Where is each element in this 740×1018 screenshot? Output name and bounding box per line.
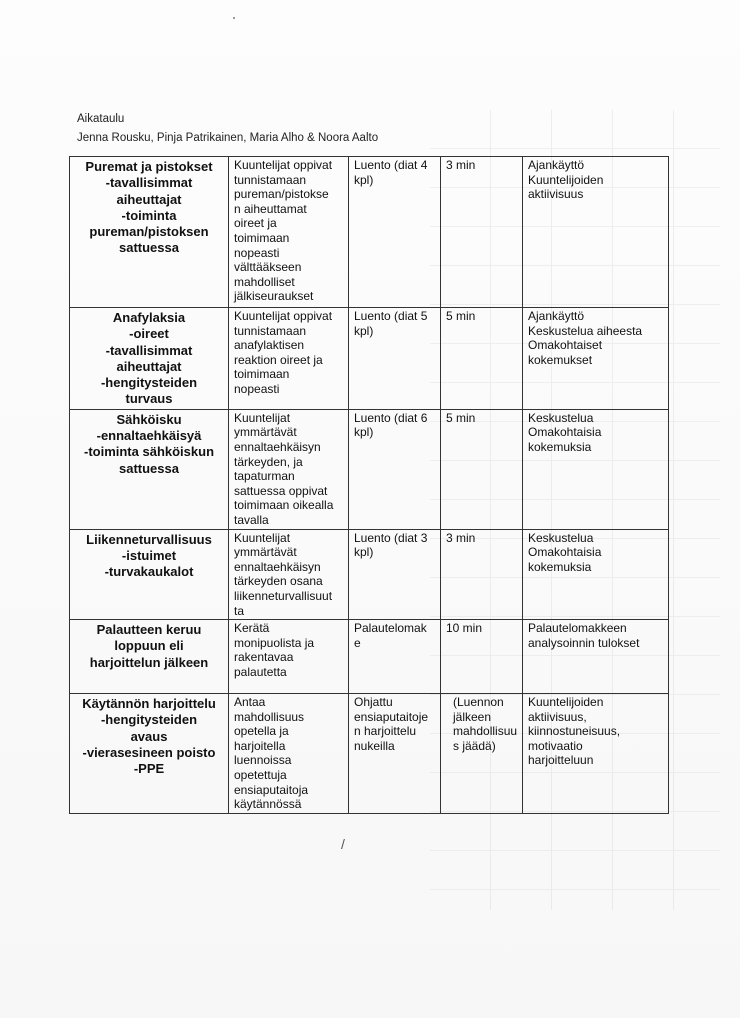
topic-cell-line: aiheuttajat xyxy=(116,358,182,374)
evaluation-cell xyxy=(523,620,669,694)
topic-cell xyxy=(70,308,229,410)
time-cell-line: (Luennon xyxy=(453,695,504,710)
goal-cell-line: palautetta xyxy=(234,664,287,679)
evaluation-cell-line: Keskustelua aiheesta xyxy=(528,323,643,338)
schedule-table xyxy=(69,156,669,814)
evaluation-cell xyxy=(523,157,669,308)
time-cell-line: s jäädä) xyxy=(453,738,496,753)
topic-cell-line: -oireet xyxy=(129,326,169,342)
evaluation-cell-line: kokemukset xyxy=(528,352,593,367)
time-cell xyxy=(441,694,523,814)
topic-cell-line: -PPE xyxy=(133,761,165,777)
evaluation-cell-line: analysoinnin tulokset xyxy=(528,635,640,650)
evaluation-cell-line: aktiivisuus xyxy=(528,187,584,202)
evaluation-cell-line: harjoitteluun xyxy=(528,753,594,768)
time-cell xyxy=(441,308,523,410)
method-cell xyxy=(349,694,441,814)
method-cell-line: kpl) xyxy=(354,425,374,440)
goal-cell-line: nopeasti xyxy=(234,245,280,260)
evaluation-cell-line: Keskustelua xyxy=(528,410,594,425)
method-cell xyxy=(349,529,441,620)
time-cell-line: mahdollisuu xyxy=(453,724,518,739)
evaluation-cell xyxy=(523,529,669,620)
time-cell xyxy=(441,157,523,308)
goal-cell-line: ennaltaehkäisyn xyxy=(234,439,321,454)
goal-cell-line: ta xyxy=(234,603,245,618)
evaluation-cell-line: Kuuntelijoiden xyxy=(528,695,604,710)
topic-cell-line: avaus xyxy=(130,728,168,744)
goal-cell-line: Kerätä xyxy=(234,621,270,636)
topic-cell-line: turvaus xyxy=(125,391,173,407)
topic-cell-line: -toiminta xyxy=(121,207,177,223)
time-cell-line: 10 min xyxy=(446,621,483,636)
goal-cell-line: reaktion oireet ja xyxy=(234,352,323,367)
goal-cell-line: toimimaan xyxy=(234,230,290,245)
method-cell-line: n harjoittelu xyxy=(354,724,417,739)
schedule-table-body xyxy=(70,157,669,814)
method-cell-line: e xyxy=(354,635,361,650)
time-cell-line: jälkeen xyxy=(453,709,492,724)
topic-cell-line: Käytännön harjoittelu xyxy=(82,696,216,712)
document-authors: Jenna Rousku, Pinja Patrikainen, Maria Alho & Noora Aalto xyxy=(77,132,379,144)
scan-speck xyxy=(233,17,235,19)
goal-cell xyxy=(229,529,349,620)
evaluation-cell-line: Omakohtaiset xyxy=(528,338,603,353)
goal-cell xyxy=(229,409,349,529)
topic-cell-line: aiheuttajat xyxy=(116,191,182,207)
method-cell-line: ensiaputaitoje xyxy=(354,709,429,724)
method-cell-line: kpl) xyxy=(354,172,374,187)
topic-cell-line: pureman/pistoksen xyxy=(89,224,209,240)
method-cell-line: Luento (diat 4 xyxy=(354,158,428,172)
goal-cell xyxy=(229,694,349,814)
goal-cell-line: pureman/pistokse xyxy=(234,187,329,202)
evaluation-cell xyxy=(523,694,669,814)
topic-cell-line: -tavallisimmat xyxy=(105,342,193,358)
method-cell-line: kpl) xyxy=(354,545,374,560)
method-cell xyxy=(349,308,441,410)
time-cell-line: 5 min xyxy=(446,410,476,425)
evaluation-cell-line: Keskustelua xyxy=(528,530,594,545)
topic-cell-line: Liikenneturvallisuus xyxy=(86,531,212,547)
goal-cell-line: harjoitella xyxy=(234,738,286,753)
time-cell-line: 3 min xyxy=(446,158,476,172)
goal-cell-line: toimimaan oikealla xyxy=(234,498,334,513)
method-cell xyxy=(349,409,441,529)
goal-cell-line: välttääkseen xyxy=(234,260,302,275)
table-row xyxy=(70,620,669,694)
goal-cell-line: luennoissa xyxy=(234,753,292,768)
goal-cell-line: mahdollisuus xyxy=(234,709,305,724)
method-cell-line: nukeilla xyxy=(354,738,395,753)
pen-mark: / xyxy=(341,836,345,852)
goal-cell-line: liikenneturvallisuut xyxy=(234,588,333,603)
time-cell xyxy=(441,409,523,529)
goal-cell-line: tavalla xyxy=(234,512,269,527)
topic-cell-line: -turvakaukalot xyxy=(104,564,194,580)
goal-cell-line: rakentavaa xyxy=(234,650,294,665)
evaluation-cell xyxy=(523,308,669,410)
topic-cell-line: -tavallisimmat xyxy=(105,175,193,191)
topic-cell-line: loppuun eli xyxy=(114,638,184,654)
evaluation-cell-line: kiinnostuneisuus, xyxy=(528,724,621,739)
method-cell-line: Luento (diat 5 xyxy=(354,309,428,323)
goal-cell-line: toimimaan xyxy=(234,367,290,382)
goal-cell-line: monipuolista ja xyxy=(234,635,315,650)
goal-cell-line: tunnistamaan xyxy=(234,172,307,187)
evaluation-cell xyxy=(523,409,669,529)
document-header xyxy=(77,110,378,148)
goal-cell-line: Kuuntelijat oppivat xyxy=(234,158,333,172)
table-row xyxy=(70,529,669,620)
goal-cell-line: opetettuja xyxy=(234,768,287,783)
goal-cell-line: ennaltaehkäisyn xyxy=(234,559,321,574)
topic-cell xyxy=(70,620,229,694)
method-cell xyxy=(349,620,441,694)
method-cell xyxy=(349,157,441,308)
topic-cell xyxy=(70,529,229,620)
topic-cell-line: -hengitysteiden xyxy=(100,712,198,728)
time-cell-line: 3 min xyxy=(446,530,476,545)
goal-cell-line: sattuessa oppivat xyxy=(234,483,328,498)
evaluation-cell-line: aktiivisuus, xyxy=(528,709,587,724)
topic-cell xyxy=(70,409,229,529)
goal-cell xyxy=(229,157,349,308)
goal-cell-line: anafylaktisen xyxy=(234,338,305,353)
table-row xyxy=(70,308,669,410)
topic-cell-line: -toiminta sähköiskun xyxy=(83,444,215,460)
topic-cell-line: harjoittelun jälkeen xyxy=(89,654,209,670)
topic-cell-line: Sähköisku xyxy=(116,411,182,427)
goal-cell-line: Kuuntelijat xyxy=(234,530,291,545)
topic-cell-line: sattuessa xyxy=(119,460,179,476)
evaluation-cell-line: Ajankäyttö xyxy=(528,309,585,323)
topic-cell xyxy=(70,157,229,308)
goal-cell-line: oireet ja xyxy=(234,216,277,231)
evaluation-cell-line: Omakohtaisia xyxy=(528,425,602,440)
goal-cell-line: tärkeyden osana xyxy=(234,574,323,589)
goal-cell-line: tunnistamaan xyxy=(234,323,307,338)
goal-cell-line: Kuuntelijat xyxy=(234,410,291,425)
goal-cell-line: ensiaputaitoja xyxy=(234,782,309,797)
topic-cell-line: -hengitysteiden xyxy=(100,375,198,391)
table-row xyxy=(70,694,669,814)
topic-cell-line: -ennaltaehkäisyä xyxy=(96,428,202,444)
topic-cell-line: Palautteen keruu xyxy=(96,622,202,638)
topic-cell-line: -istuimet xyxy=(121,547,177,563)
time-cell xyxy=(441,529,523,620)
table-row xyxy=(70,409,669,529)
goal-cell xyxy=(229,620,349,694)
topic-cell xyxy=(70,694,229,814)
evaluation-cell-line: Palautelomakkeen xyxy=(528,621,627,636)
evaluation-cell-line: Omakohtaisia xyxy=(528,545,602,560)
document-title: Aikataulu xyxy=(77,113,125,125)
method-cell-line: Ohjattu xyxy=(354,695,393,710)
goal-cell xyxy=(229,308,349,410)
goal-cell-line: Antaa xyxy=(234,695,266,710)
goal-cell-line: käytännössä xyxy=(234,797,302,812)
method-cell-line: Luento (diat 3 xyxy=(354,530,428,545)
goal-cell-line: ymmärtävät xyxy=(234,425,297,440)
table-row xyxy=(70,157,669,308)
evaluation-cell-line: Ajankäyttö xyxy=(528,158,585,172)
evaluation-cell-line: motivaatio xyxy=(528,738,583,753)
goal-cell-line: nopeasti xyxy=(234,381,280,396)
goal-cell-line: n aiheuttamat xyxy=(234,201,307,216)
topic-cell-line: sattuessa xyxy=(119,240,179,256)
method-cell-line: Palautelomak xyxy=(354,621,427,636)
topic-cell-line: -vierasesineen poisto xyxy=(82,744,216,760)
time-cell xyxy=(441,620,523,694)
evaluation-cell-line: Kuuntelijoiden xyxy=(528,172,604,187)
goal-cell-line: jälkiseuraukset xyxy=(234,289,314,304)
evaluation-cell-line: kokemuksia xyxy=(528,439,592,454)
goal-cell-line: Kuuntelijat oppivat xyxy=(234,309,333,323)
goal-cell-line: ymmärtävät xyxy=(234,545,297,560)
goal-cell-line: tapaturman xyxy=(234,469,295,484)
goal-cell-line: tärkeyden, ja xyxy=(234,454,303,469)
method-cell-line: kpl) xyxy=(354,323,374,338)
evaluation-cell-line: kokemuksia xyxy=(528,559,592,574)
method-cell-line: Luento (diat 6 xyxy=(354,410,428,425)
time-cell-line: 5 min xyxy=(446,309,476,323)
topic-cell-line: Anafylaksia xyxy=(112,310,186,325)
goal-cell-line: opetella ja xyxy=(234,724,289,739)
topic-cell-line: Puremat ja pistokset xyxy=(85,159,213,174)
goal-cell-line: mahdolliset xyxy=(234,274,295,289)
